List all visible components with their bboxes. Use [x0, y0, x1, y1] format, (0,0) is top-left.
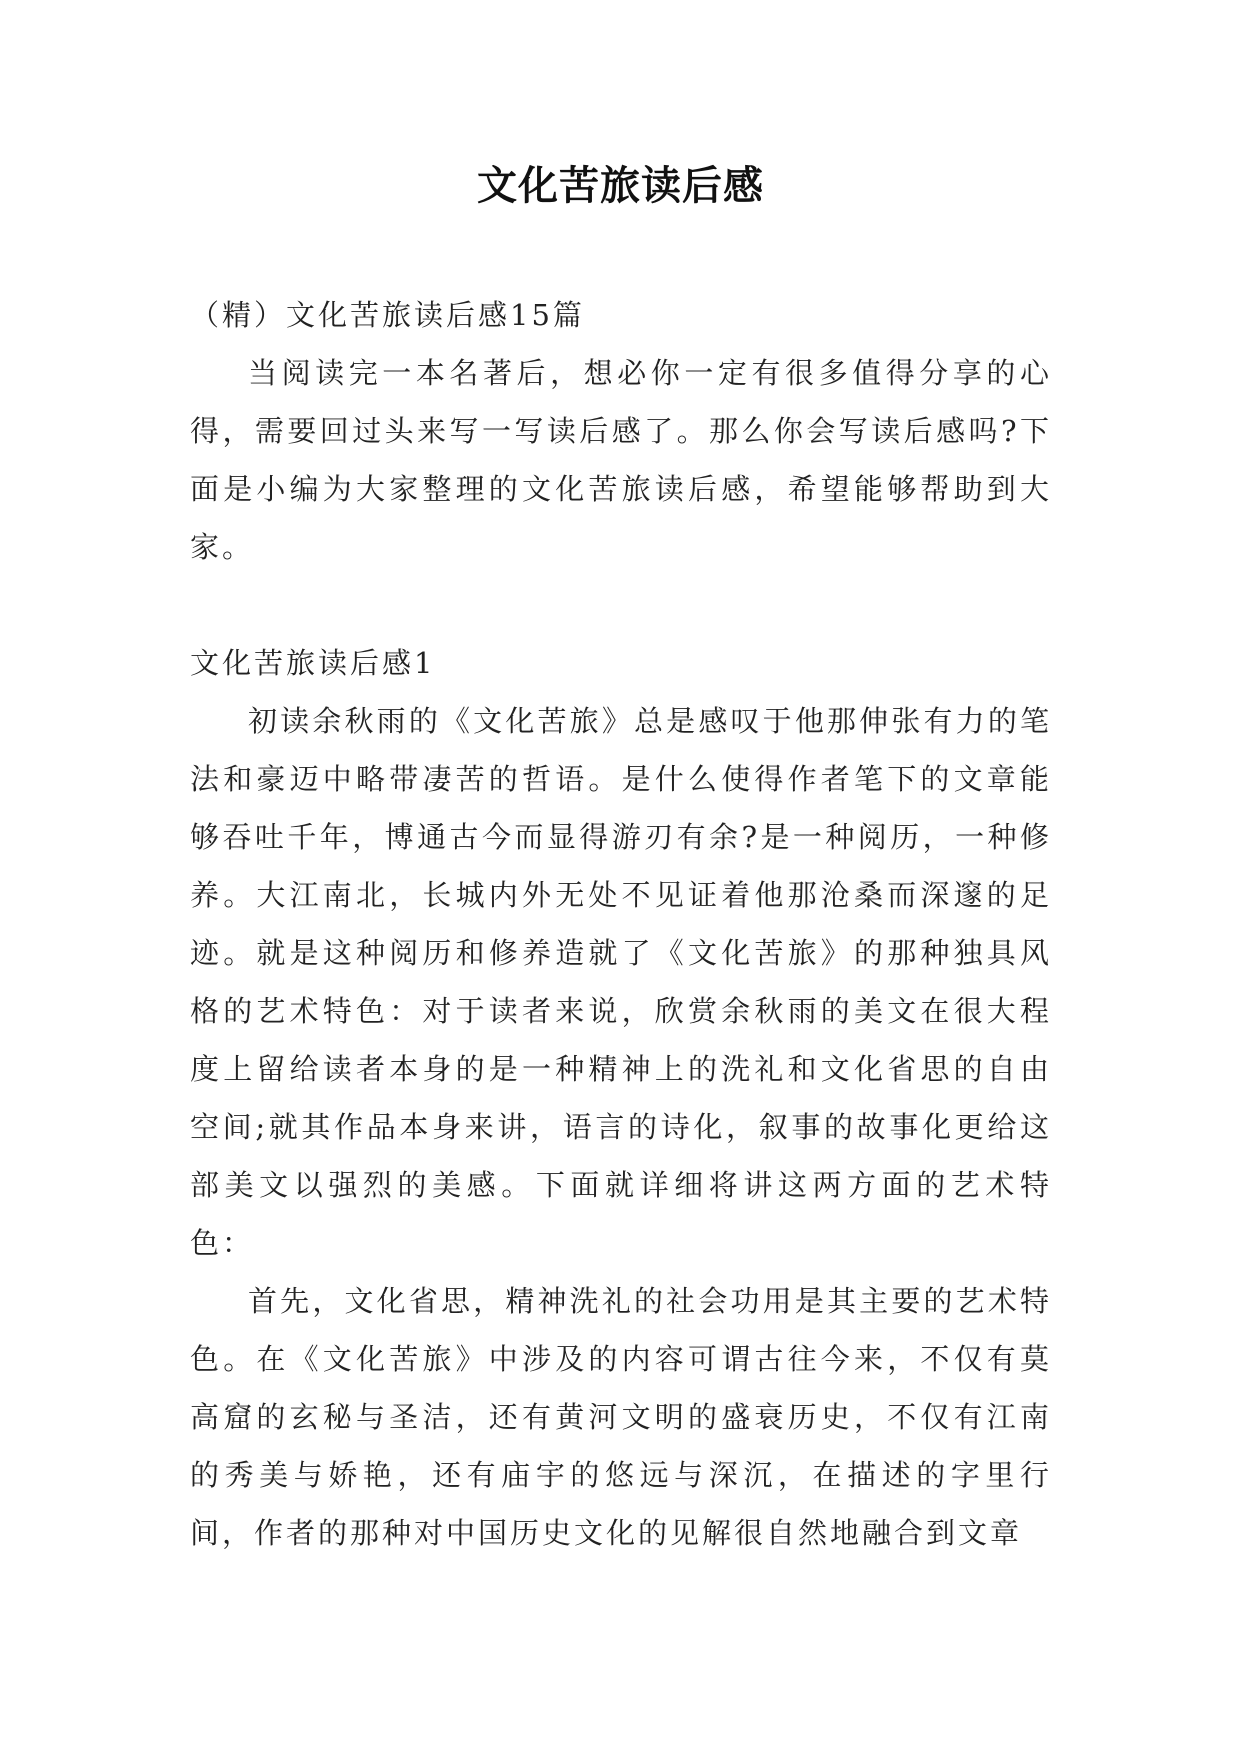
body-paragraph: 初读余秋雨的《文化苦旅》总是感叹于他那伸张有力的笔法和豪迈中略带凄苦的哲语。是什么使得作者笔下的文章能够吞吐千年，博通古今而显得游刃有余?是一种阅历，一种修养。大江南北，长城内外无处不见证着他那沧桑而深邃的足迹。就是这种阅历和修养造就了《文化苦旅》的那种独具风格的艺术特色：对于读者来说，欣赏余秋雨的美文在很大程度上留给读者本身的是一种精神上的洗礼和文化省思的自由空间;就其作品本身来讲，语言的诗化，叙事的故事化更给这部美文以强烈的美感。下面就详细将讲这两方面的艺术特色： — [190, 704, 1052, 1260]
document-title: 文化苦旅读后感 — [477, 163, 764, 209]
section-heading: 文化苦旅读后感1 — [190, 646, 436, 680]
document-subtitle: （精）文化苦旅读后感15篇 — [190, 298, 585, 332]
intro-paragraph: 当阅读完一本名著后，想必你一定有很多值得分享的心得，需要回过头来写一写读后感了。那么你会写读后感吗?下面是小编为大家整理的文化苦旅读后感，希望能够帮助到大家。 — [190, 356, 1052, 564]
body-paragraph: 首先，文化省思，精神洗礼的社会功用是其主要的艺术特色。在《文化苦旅》中涉及的内容可谓古往今来，不仅有莫高窟的玄秘与圣洁，还有黄河文明的盛衰历史，不仅有江南的秀美与娇艳，还有庙宇的悠远与深沉，在描述的字里行间，作者的那种对中国历史文化的见解很自然地融合到文章 — [190, 1284, 1052, 1550]
